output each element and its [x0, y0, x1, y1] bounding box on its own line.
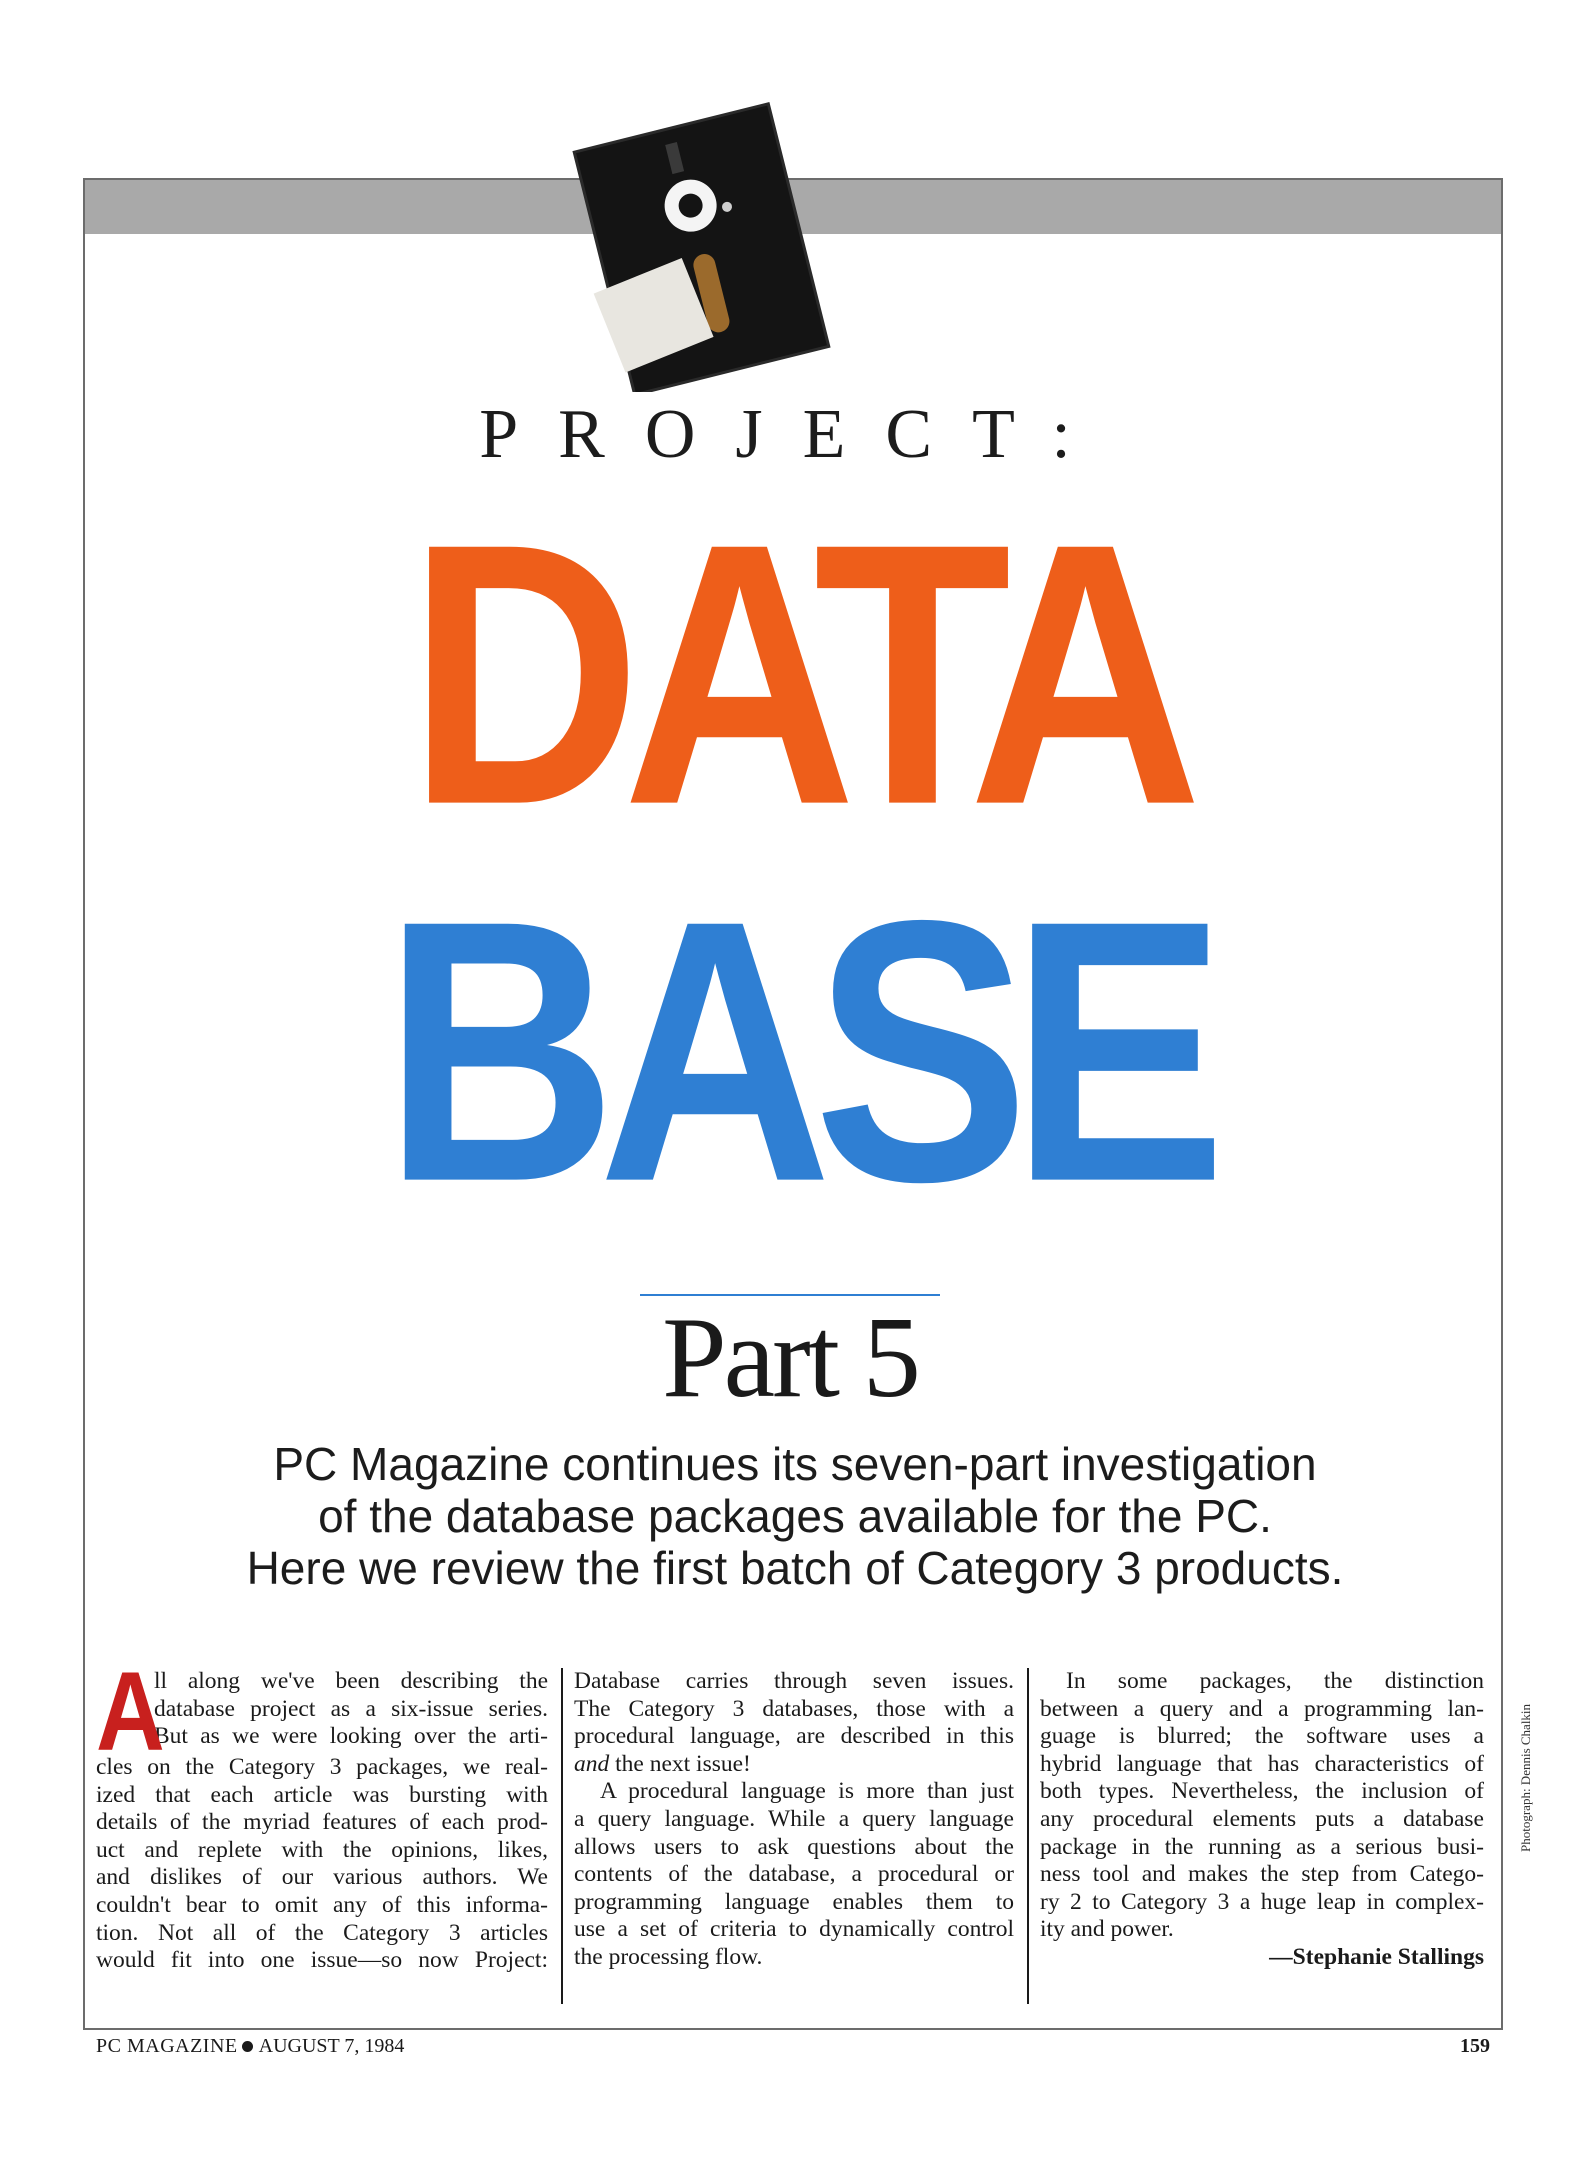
title-data-text: DATA — [406, 466, 1184, 882]
text-line: and dislikes of our various authors. We — [96, 1864, 548, 1891]
text-line: would fit into one issue—so now Project: — [96, 1947, 548, 1974]
floppy-disk-icon — [560, 92, 860, 392]
text-line: a query language. While a query language — [574, 1805, 1014, 1832]
text-line: database project as a six-issue series. — [154, 1695, 548, 1722]
text-line: uct and replete with the opinions, likes, — [96, 1836, 548, 1863]
article-body — [96, 1649, 1496, 2004]
text-line: both types. Nevertheless, the inclusion of — [1040, 1778, 1484, 1805]
text-line: tion. Not all of the Category 3 articles — [96, 1919, 548, 1946]
text-line: any procedural elements puts a database — [1040, 1805, 1484, 1832]
text-line: Database carries through seven issues. — [574, 1668, 1014, 1694]
text-line: programming language enables them to — [574, 1888, 1014, 1915]
text-line: The Category 3 databases, those with a — [574, 1695, 1014, 1722]
title-data — [300, 466, 1290, 882]
column-rule — [561, 1668, 563, 2004]
column-rule — [1027, 1668, 1029, 2004]
deck — [140, 1438, 1450, 1594]
drop-cap: A — [96, 1649, 165, 1774]
floppy-disk-photo — [560, 92, 860, 392]
text-line — [574, 1751, 1014, 1779]
text-line: ry 2 to Category 3 a huge leap in complex- — [1040, 1888, 1484, 1915]
title-base — [300, 843, 1290, 1259]
text-line: cles on the Category 3 packages, we real- — [96, 1754, 548, 1780]
text-span: the next issue! — [609, 1750, 751, 1777]
text-line: details of the myriad features of each prod- — [96, 1809, 548, 1836]
author-byline: —Stephanie Stallings — [1269, 1943, 1484, 1970]
text-line: But as we were looking over the arti- — [154, 1723, 548, 1750]
bullet-icon — [242, 2041, 253, 2052]
deck-line: of the database packages available for the PC. — [318, 1490, 1272, 1542]
page-footer — [96, 2035, 1496, 2065]
text-line: ness tool and makes the step from Catego- — [1040, 1861, 1484, 1888]
text-line: ity and power. — [1040, 1916, 1174, 1943]
text-line: A procedural language is more than just — [600, 1778, 1014, 1805]
page-number: 159 — [1460, 2035, 1490, 2057]
text-line: hybrid language that has characteristics of — [1040, 1750, 1484, 1777]
column-2 — [574, 1668, 1014, 2004]
column-3 — [1040, 1668, 1484, 2004]
text-line: couldn't bear to omit any of this informa- — [96, 1891, 548, 1918]
issue-date: AUGUST 7, 1984 — [258, 2035, 405, 2057]
text-line: allows users to ask questions about the — [574, 1833, 1014, 1860]
footer-left — [96, 2035, 404, 2058]
text-line: In some packages, the distinction — [1066, 1668, 1484, 1694]
emphasis-text: and — [574, 1750, 610, 1777]
text-line: ized that each article was bursting with — [96, 1781, 548, 1808]
text-line: procedural language, are described in this — [574, 1723, 1014, 1750]
text-line: contents of the database, a procedural or — [574, 1861, 1014, 1888]
magazine-name: PC MAGAZINE — [96, 2035, 238, 2057]
text-line: the processing flow. — [574, 1943, 763, 1970]
deck-line: Here we review the first batch of Category 3 products. — [246, 1542, 1344, 1594]
kicker-project: PROJECT: — [479, 396, 1111, 473]
text-line: use a set of criteria to dynamically control — [574, 1916, 1014, 1943]
part-number: Part 5 — [662, 1294, 918, 1422]
photo-credit: Photograph: Dennis Chalkin — [1518, 1703, 1533, 1852]
column-1 — [96, 1649, 548, 2004]
text-line: guage is blurred; the software uses a — [1040, 1723, 1484, 1750]
deck-line: PC Magazine continues its seven-part investigation — [273, 1438, 1317, 1490]
text-line: package in the running as a serious busi- — [1040, 1833, 1484, 1860]
text-line: between a query and a programming lan- — [1040, 1695, 1484, 1722]
title-base-text: BASE — [382, 843, 1208, 1259]
text-line: ll along we've been describing the — [154, 1668, 548, 1694]
